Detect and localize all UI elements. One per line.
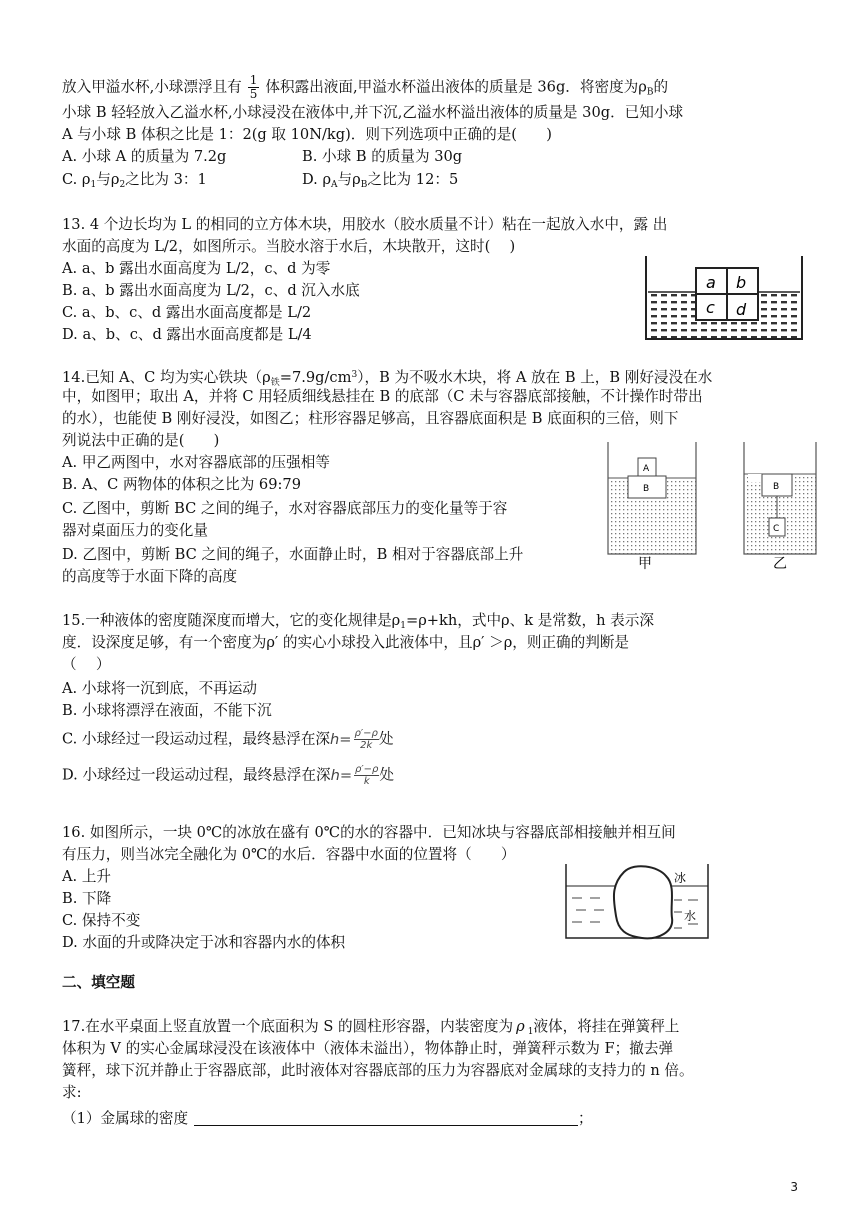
q14-line1: 14.已知 A、C 均为实心铁块$(\rho_铁=7.9g/cm^3)$，B 为不吸水木块，将 A 放在 B 上，B 刚好浸没在水 bbox=[62, 369, 713, 388]
fig-jia-block-a-label: A bbox=[643, 464, 650, 474]
section-heading-fill-in: 二、填空题 bbox=[62, 974, 135, 991]
q14-option-d-line2: 的高度等于水面下降的高度 bbox=[62, 568, 238, 585]
formula-h-over-2k: h = $\frac{\rho'-\rho}{2k}$ bbox=[330, 728, 378, 751]
q13-line2: 水面的高度为 L/2，如图所示。当胶水溶于水后，木块散开，这时( ) bbox=[62, 238, 516, 255]
q14-line2: 中，如图甲；取出 A，并将 C 用轻质细线悬挂在 B 的底部（C 未与容器底部接触，不计操作时带出 bbox=[62, 388, 703, 405]
q15-option-b: B. 小球将漂浮在液面，不能下沉 bbox=[62, 702, 272, 719]
q15-line1: 15.一种液体的密度随深度而增大，它的变化规律是$\rho_1=\rho+kh$，式中ρ、k 是常数，h 表示深 bbox=[62, 612, 654, 631]
q12-option-b: B. 小球 B 的质量为 30g bbox=[302, 148, 463, 165]
q16-option-c: C. 保持不变 bbox=[62, 912, 141, 929]
q14-option-d-line1: D. 乙图中，剪断 BC 之间的绳子，水面静止时，B 相对于容器底部上升 bbox=[62, 546, 524, 563]
q17-line2: 体积为 V 的实心金属球浸没在该液体中（液体未溢出），物体静止时，弹簧秤示数为 F；撤去弹 bbox=[62, 1040, 674, 1057]
block-d-label: d bbox=[736, 300, 747, 319]
q16-line2: 有压力，则当冰完全融化为 0℃的水后．容器中水面的位置将（ ） bbox=[62, 846, 516, 863]
q12-option-c: C. $\rho_1$与$\rho_2$之比为 3：1 bbox=[62, 171, 207, 190]
formula-h-over-k: h = $\frac{\rho'-\rho}{k}$ bbox=[330, 764, 379, 787]
q13-line1: 13. 4 个边长均为 L 的相同的立方体木块，用胶水（胶水质量不计）粘在一起放入水中，露 出 bbox=[62, 216, 668, 233]
q15-line2: 度．设深度足够，有一个密度为ρ′ 的实心小球投入此液体中，且ρ′ ＞ρ，则正确的判断是 bbox=[62, 634, 630, 651]
q16-option-d: D. 水面的升或降决定于冰和容器内水的体积 bbox=[62, 934, 346, 951]
q14-option-c-line1: C. 乙图中，剪断 BC 之间的绳子，水对容器底部压力的变化量等于容 bbox=[62, 500, 508, 517]
block-b-label: b bbox=[736, 273, 747, 292]
block-c-label: c bbox=[706, 298, 715, 317]
q13-option-b: B. a、b 露出水面高度为 L/2，c、d 沉入水底 bbox=[62, 282, 360, 299]
fig-yi-block-c-label: C bbox=[773, 524, 780, 534]
q14-figure-jia-yi bbox=[598, 436, 824, 572]
fraction-one-fifth: $\frac{1}{5}$ bbox=[249, 73, 258, 101]
q13-option-c: C. a、b、c、d 露出水面高度都是 L/2 bbox=[62, 304, 312, 321]
q15-option-c: C. 小球经过一段运动过程，最终悬浮在深 h = $\frac{\rho'-\rho}{2k}$ 处 bbox=[62, 728, 394, 751]
fig-jia-block-b-label: B bbox=[643, 484, 650, 494]
q15-option-a: A. 小球将一沉到底，不再运动 bbox=[62, 680, 257, 697]
water-label: 水 bbox=[684, 909, 697, 923]
q16-option-a: A. 上升 bbox=[62, 868, 112, 885]
q14-line3: 的水），也能使 B 刚好浸没，如图乙；柱形容器足够高，且容器底面积是 B 底面积的三倍，则下 bbox=[62, 410, 679, 427]
q13-figure-blocks-in-water bbox=[640, 250, 810, 342]
page-number: 3 bbox=[790, 1180, 798, 1194]
q12-option-a: A. 小球 A 的质量为 7.2g bbox=[62, 148, 227, 165]
q12-line1: 放入甲溢水杯,小球漂浮且有 $\frac{1}{5}$ 体积露出液面,甲溢水杯溢出液体的质量是 36g．将密度为$\rho_B$的 bbox=[62, 73, 669, 101]
fig-yi-block-b-label: B bbox=[773, 482, 780, 492]
q13-option-d: D. a、b、c、d 露出水面高度都是 L/4 bbox=[62, 326, 312, 343]
q17-sub1: （1）金属球的密度 ； bbox=[62, 1110, 593, 1127]
ice-label: 冰 bbox=[674, 871, 687, 885]
q12-line3: A 与小球 B 体积之比是 1：2(g 取 10N/kg)．则下列选项中正确的是( ) bbox=[62, 126, 552, 143]
answer-blank[interactable] bbox=[194, 1111, 578, 1126]
q14-option-c-line2: 器对桌面压力的变化量 bbox=[62, 522, 208, 539]
q13-option-a: A. a、b 露出水面高度为 L/2，c、d 为零 bbox=[62, 260, 331, 277]
q14-option-a: A. 甲乙两图中，水对容器底部的压强相等 bbox=[62, 454, 330, 471]
q17-line1: 17.在水平桌面上竖直放置一个底面积为 S 的圆柱形容器，内装密度为 ρ $_1$液体，将挂在弹簧秤上 bbox=[62, 1018, 680, 1037]
q15-line3: （ ） bbox=[62, 656, 111, 673]
fig-jia-caption: 甲 bbox=[638, 556, 652, 572]
fig-yi-caption: 乙 bbox=[773, 556, 787, 572]
q17-line3: 簧秤，球下沉并静止于容器底部，此时液体对容器底部的压力为容器底对金属球的支持力的 n 倍。 bbox=[62, 1062, 694, 1079]
q16-line1: 16. 如图所示，一块 0℃的冰放在盛有 0℃的水的容器中．已知冰块与容器底部相接触并相互间 bbox=[62, 824, 676, 841]
q17-line4: 求: bbox=[62, 1084, 82, 1101]
q15-option-d: D. 小球经过一段运动过程，最终悬浮在深 h = $\frac{\rho'-\rho}{k}$ 处 bbox=[62, 764, 395, 787]
q16-option-b: B. 下降 bbox=[62, 890, 112, 907]
q12-line2: 小球 B 轻轻放入乙溢水杯,小球浸没在液体中,并下沉,乙溢水杯溢出液体的质量是 30g．已知小球 bbox=[62, 104, 684, 121]
q14-option-b: B. A、C 两物体的体积之比为 69:79 bbox=[62, 476, 301, 493]
q12-option-d: D. $\rho_A$与$\rho_B$之比为 12：5 bbox=[302, 171, 459, 190]
q16-figure-ice-in-water bbox=[562, 860, 712, 942]
block-a-label: a bbox=[706, 273, 716, 292]
q14-line4: 列说法中正确的是( ) bbox=[62, 432, 220, 449]
